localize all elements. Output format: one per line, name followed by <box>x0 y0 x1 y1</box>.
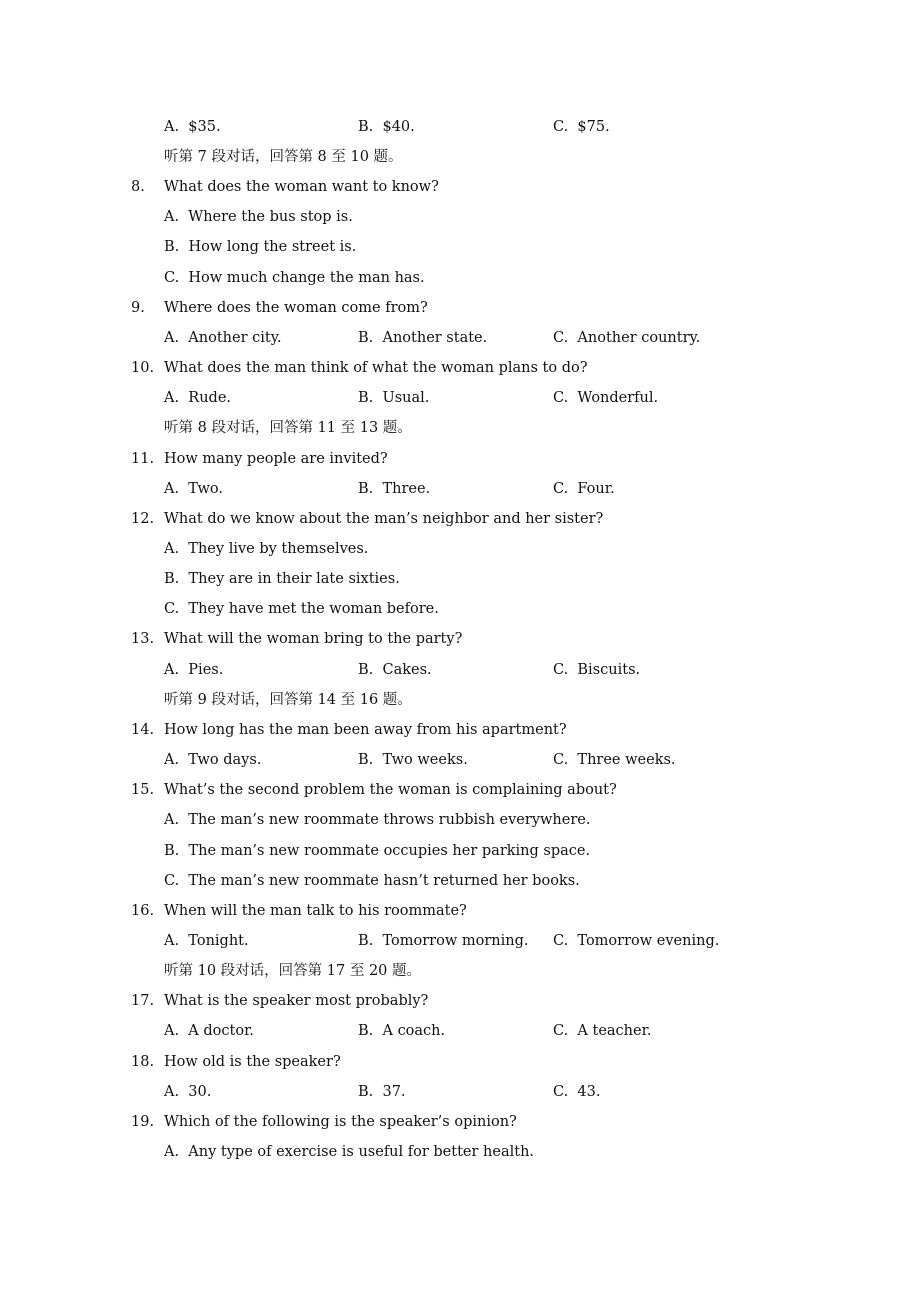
q8-option-c: C. How much change the man has. <box>164 270 425 286</box>
q18-options-row <box>0 1077 920 1107</box>
q17-option-c: C. A teacher. <box>553 1023 652 1039</box>
q16-option-a: A. Tonight. <box>164 933 249 949</box>
q11-options-row <box>0 474 920 504</box>
question-10 <box>0 353 920 383</box>
q9-option-b: B. Another state. <box>358 330 488 346</box>
q7-option-b: B. $40. <box>358 119 415 135</box>
q17-option-a: A. A doctor. <box>164 1023 255 1039</box>
question-17 <box>0 986 920 1016</box>
q13-option-b: B. Cakes. <box>358 662 432 678</box>
q10-options-row <box>0 383 920 413</box>
question-text: How long has the man been away from his apartment? <box>164 722 567 738</box>
question-8 <box>0 172 920 202</box>
question-13 <box>0 624 920 654</box>
q16-options-row <box>0 926 920 956</box>
q7-option-c: C. $75. <box>553 119 610 135</box>
q18-option-b: B. 37. <box>358 1084 406 1100</box>
q19-option-a: A. Any type of exercise is useful for better health. <box>164 1144 535 1160</box>
q18-option-c: C. 43. <box>553 1084 601 1100</box>
question-9 <box>0 293 920 323</box>
question-number: 15. <box>131 782 155 798</box>
q12-option-b: B. They are in their late sixties. <box>164 571 400 587</box>
q17-option-b: B. A coach. <box>358 1023 446 1039</box>
question-19 <box>0 1107 920 1137</box>
question-text: What’s the second problem the woman is complaining about? <box>164 782 617 798</box>
question-number: 12. <box>131 511 155 527</box>
question-18 <box>0 1047 920 1077</box>
q8-option-a: A. Where the bus stop is. <box>164 209 353 225</box>
q15-option-b: B. The man’s new roommate occupies her parking space. <box>164 843 591 859</box>
question-number: 10. <box>131 360 155 376</box>
question-12 <box>0 504 920 534</box>
q9-option-a: A. Another city. <box>164 330 282 346</box>
q7-options-row <box>0 112 920 142</box>
q12-option-c: C. They have met the woman before. <box>164 601 439 617</box>
q8-option-b: B. How long the street is. <box>164 239 357 255</box>
section-heading-9: 听第 9 段对话，回答第 14 至 16 题。 <box>164 692 412 708</box>
section-heading-7: 听第 7 段对话，回答第 8 至 10 题。 <box>164 149 403 165</box>
question-number: 17. <box>131 993 155 1009</box>
q10-option-c: C. Wonderful. <box>553 390 659 406</box>
question-number: 9. <box>131 300 145 316</box>
question-number: 18. <box>131 1054 155 1070</box>
q11-option-b: B. Three. <box>358 481 431 497</box>
question-text: How many people are invited? <box>164 451 388 467</box>
q12-option-a: A. They live by themselves. <box>164 541 369 557</box>
question-text: Where does the woman come from? <box>164 300 428 316</box>
question-text: When will the man talk to his roommate? <box>164 903 467 919</box>
q13-option-a: A. Pies. <box>164 662 224 678</box>
q14-option-b: B. Two weeks. <box>358 752 468 768</box>
q7-option-a: A. $35. <box>164 119 221 135</box>
q16-option-c: C. Tomorrow evening. <box>553 933 720 949</box>
question-16 <box>0 896 920 926</box>
question-text: What does the woman want to know? <box>164 179 439 195</box>
section-heading-10: 听第 10 段对话，回答第 17 至 20 题。 <box>164 963 422 979</box>
q11-option-a: A. Two. <box>164 481 223 497</box>
q10-option-b: B. Usual. <box>358 390 430 406</box>
question-15 <box>0 775 920 805</box>
q15-option-c: C. The man’s new roommate hasn’t returned her books. <box>164 873 580 889</box>
question-text: Which of the following is the speaker’s opinion? <box>164 1114 517 1130</box>
q9-option-c: C. Another country. <box>553 330 701 346</box>
q17-options-row <box>0 1016 920 1046</box>
question-number: 19. <box>131 1114 155 1130</box>
q14-options-row <box>0 745 920 775</box>
q18-option-a: A. 30. <box>164 1084 212 1100</box>
question-number: 11. <box>131 451 155 467</box>
question-number: 8. <box>131 179 145 195</box>
section-heading-8: 听第 8 段对话，回答第 11 至 13 题。 <box>164 420 412 436</box>
q13-option-c: C. Biscuits. <box>553 662 641 678</box>
q11-option-c: C. Four. <box>553 481 615 497</box>
q10-option-a: A. Rude. <box>164 390 232 406</box>
question-text: What does the man think of what the woman plans to do? <box>164 360 588 376</box>
question-14 <box>0 715 920 745</box>
question-11 <box>0 444 920 474</box>
question-text: What do we know about the man’s neighbor and her sister? <box>164 511 604 527</box>
question-text: How old is the speaker? <box>164 1054 341 1070</box>
q9-options-row <box>0 323 920 353</box>
question-number: 13. <box>131 631 155 647</box>
q13-options-row <box>0 655 920 685</box>
q14-option-c: C. Three weeks. <box>553 752 676 768</box>
question-number: 14. <box>131 722 155 738</box>
q16-option-b: B. Tomorrow morning. <box>358 933 529 949</box>
question-text: What is the speaker most probably? <box>164 993 429 1009</box>
question-text: What will the woman bring to the party? <box>164 631 463 647</box>
q15-option-a: A. The man’s new roommate throws rubbish everywhere. <box>164 812 591 828</box>
q14-option-a: A. Two days. <box>164 752 262 768</box>
question-number: 16. <box>131 903 155 919</box>
